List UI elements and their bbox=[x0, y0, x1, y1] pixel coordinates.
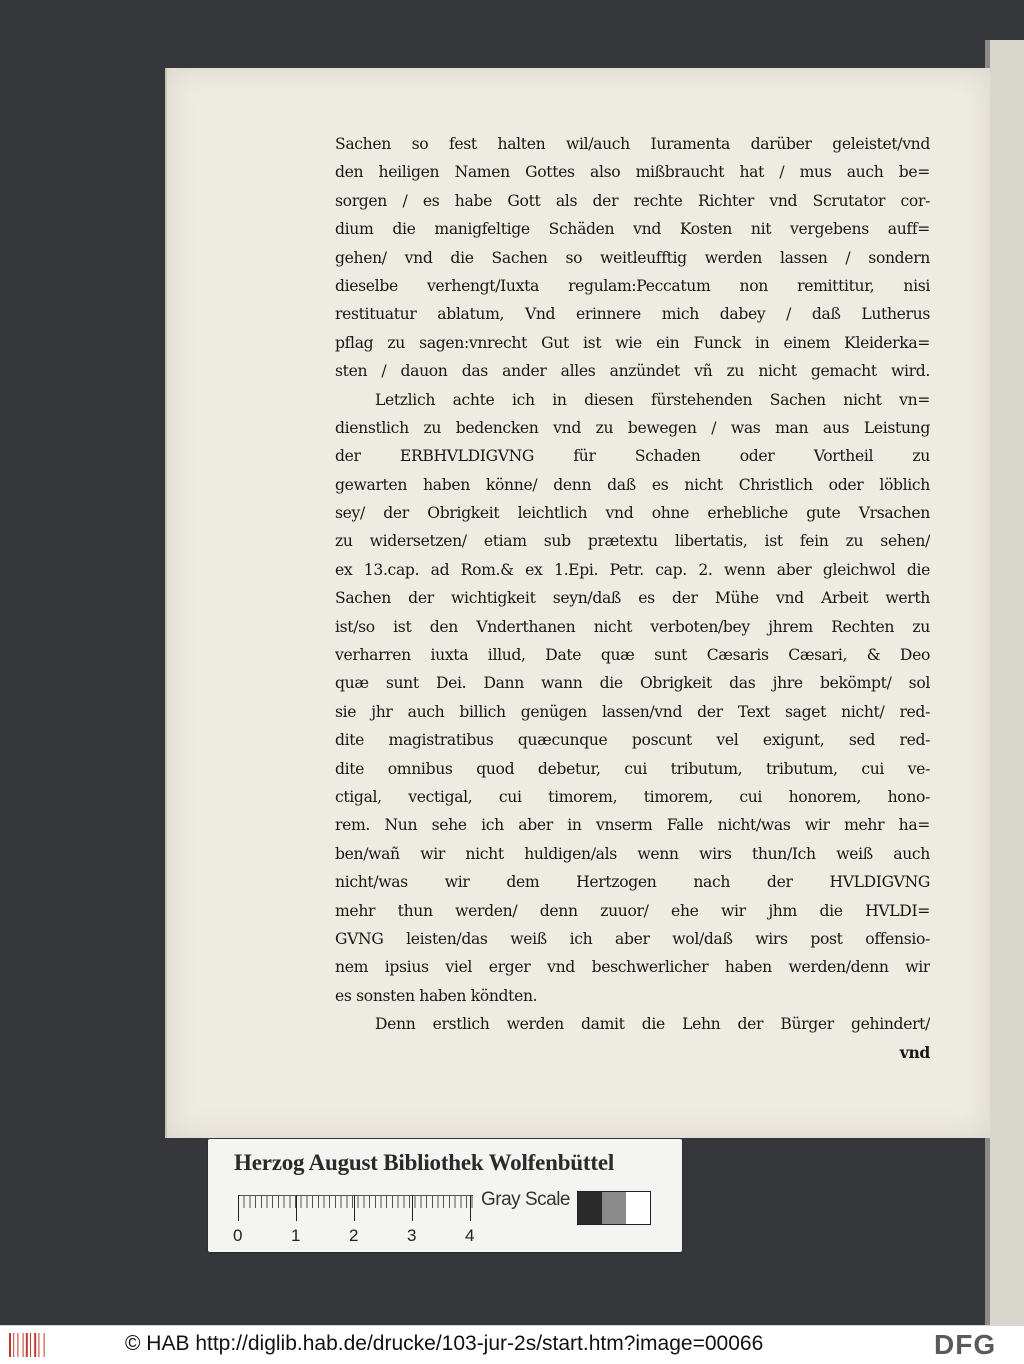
text-line: gewarten haben könne/ denn daß es nicht Christlich oder löblich bbox=[335, 475, 930, 494]
text-line: sie jhr auch billich genügen lassen/vnd der Text saget nicht/ red- bbox=[335, 702, 930, 721]
text-line: restituatur ablatum, Vnd erinnere mich dabey / daß Lutherus bbox=[335, 305, 930, 324]
text-line: Sachen der wichtigkeit seyn/daß es der Mühe vnd Arbeit werth bbox=[335, 589, 930, 608]
ruler-number: 0 bbox=[233, 1226, 243, 1245]
text-line: ex 13.cap. ad Rom.& ex 1.Epi. Petr. cap. 2. wenn aber gleichwol die bbox=[335, 560, 930, 579]
text-line: sorgen / es habe Gott als der rechte Richter vnd Scrutator cor- bbox=[335, 191, 930, 210]
text-line: es sonsten haben köndten. bbox=[335, 986, 538, 1005]
catchword: vnd bbox=[899, 1042, 930, 1062]
text-line: dite omnibus quod debetur, cui tributum, tributum, cui ve- bbox=[335, 759, 930, 778]
text-line: dium die manigfeltige Schäden vnd Kosten nit vergebens auff= bbox=[335, 220, 930, 239]
text-line: ben/wañ wir nicht huldigen/als wenn wirs thun/Ich weiß auch bbox=[335, 844, 930, 863]
text-line: dite magistratibus quæcunque poscunt vel exigunt, sed red- bbox=[335, 731, 930, 750]
page-text bbox=[335, 130, 930, 1067]
text-line: ctigal, vectigal, cui timorem, timorem, cui honorem, hono- bbox=[335, 787, 930, 806]
ruler-major-tick bbox=[470, 1195, 471, 1221]
ruler-number: 2 bbox=[349, 1226, 359, 1245]
text-line: den heiligen Namen Gottes also mißbraucht hat / mus auch be= bbox=[335, 163, 930, 182]
ruler-major-tick bbox=[412, 1195, 413, 1221]
ruler bbox=[238, 1195, 473, 1226]
barcode-icon bbox=[8, 1332, 48, 1358]
ruler-number: 3 bbox=[407, 1226, 417, 1245]
gray-scale-label: Gray Scale bbox=[481, 1189, 570, 1210]
text-line: mehr thun werden/ denn zuuor/ ehe wir jhm die HVLDI= bbox=[335, 901, 930, 920]
text-line: der ERBHVLDIGVNG für Schaden oder Vortheil zu bbox=[335, 447, 930, 466]
citation-link[interactable]: © HAB http://diglib.hab.de/drucke/103-jur-2s/start.htm?image=00066 bbox=[125, 1332, 764, 1355]
gray-scale-swatches bbox=[577, 1191, 651, 1225]
text-line: dienstlich zu bedencken vnd zu bewegen / was man aus Leistung bbox=[335, 418, 930, 437]
swatch-light bbox=[626, 1192, 650, 1224]
ruler-major-tick bbox=[354, 1195, 355, 1221]
text-line: nicht/was wir dem Hertzogen nach der HVLDIGVNG bbox=[335, 873, 930, 892]
text-line: zu widersetzen/ etiam sub prætextu libertatis, ist fein zu sehen/ bbox=[335, 532, 930, 551]
text-line: pflag zu sagen:vnrecht Gut ist wie ein Funck in einem Kleiderka= bbox=[335, 333, 930, 352]
text-line: sten / dauon das ander alles anzündet vñ zu nicht gemacht wird. bbox=[335, 362, 930, 381]
dfg-logo: DFG bbox=[934, 1329, 997, 1360]
text-line: quæ sunt Dei. Dann wann die Obrigkeit das jhre bekömpt/ sol bbox=[335, 674, 930, 693]
text-line: Letzlich achte ich in diesen fürstehenden Sachen nicht vn= bbox=[375, 390, 930, 409]
text-line: rem. Nun sehe ich aber in vnserm Falle nicht/was wir mehr ha= bbox=[335, 816, 930, 835]
text-line: gehen/ vnd die Sachen so weitleufftig werden lassen / sondern bbox=[335, 248, 930, 267]
next-page-strip bbox=[990, 40, 1024, 1325]
ruler-major-tick bbox=[296, 1195, 297, 1221]
text-line: Denn erstlich werden damit die Lehn der Bürger gehindert/ bbox=[375, 1015, 930, 1034]
ruler-number: 1 bbox=[291, 1226, 301, 1245]
text-line: nem ipsius viel erger vnd beschwerlicher haben werden/denn wir bbox=[335, 958, 930, 977]
text-line: Sachen so fest halten wil/auch Iuramenta darüber geleistet/vnd bbox=[335, 135, 930, 153]
document-page bbox=[165, 68, 990, 1138]
color-reference-card bbox=[208, 1139, 682, 1252]
swatch-mid bbox=[602, 1192, 626, 1224]
text-line: sey/ der Obrigkeit leichtlich vnd ohne erhebliche gute Vrsachen bbox=[335, 504, 930, 523]
text-line: verharren iuxta illud, Date quæ sunt Cæsaris Cæsari, & Deo bbox=[335, 646, 930, 665]
text-line: ist/so ist den Vnderthanen nicht verboten/bey jhrem Rechten zu bbox=[335, 617, 930, 636]
ruler-major-tick bbox=[238, 1195, 239, 1221]
ruler-number: 4 bbox=[465, 1226, 475, 1245]
card-title: Herzog August Bibliothek Wolfenbüttel bbox=[234, 1150, 615, 1175]
swatch-dark bbox=[578, 1192, 602, 1224]
text-line: GVNG leisten/das weiß ich aber wol/daß wirs post offensio- bbox=[335, 929, 930, 948]
footer-bar bbox=[0, 1325, 1024, 1364]
text-line: dieselbe verhengt/Iuxta regulam:Peccatum non remittitur, nisi bbox=[335, 276, 930, 295]
